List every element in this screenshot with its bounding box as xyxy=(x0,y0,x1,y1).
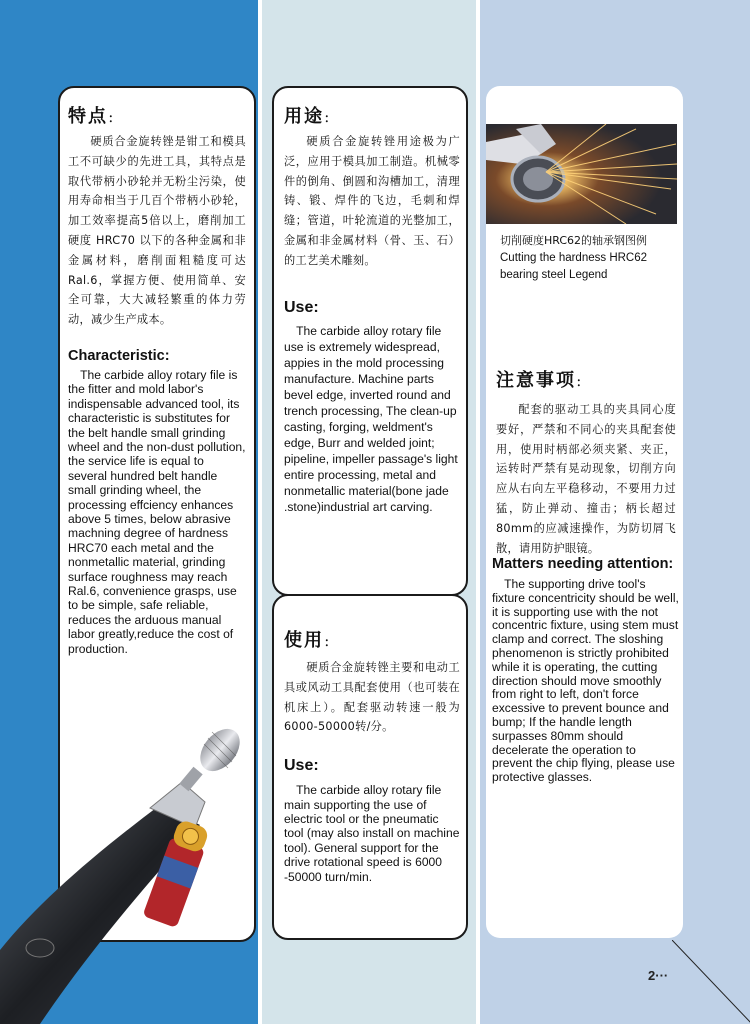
photo-caption-en-line1: Cutting the hardness HRC62 xyxy=(500,251,648,264)
applications-heading-zh: 用途： xyxy=(284,106,339,127)
features-heading-en: Characteristic: xyxy=(68,347,170,364)
features-heading-zh: 特点： xyxy=(68,106,123,127)
precautions-heading-en: Matters needing attention: xyxy=(492,556,674,572)
photo-caption-en-line2: bearing steel Legend xyxy=(500,269,608,281)
photo-caption-zh: 切削硬度HRC62的轴承钢图例 xyxy=(500,234,648,247)
precautions-panel xyxy=(486,86,683,938)
applications-body-en: The carbide alloy rotary file use is extremely widespread, appies in the mold processing manufacture. Machine parts bevel edge, inverted round and trench processing, The clean-up casting, forging, weldment's edge, Burr and welded joint; pipeline, impeller passage's light entire processing, metal and nonmetallic material(bone jade .stone)industrial art carving. xyxy=(284,323,458,514)
sparks-image xyxy=(486,124,677,224)
usage-heading-zh: 使用： xyxy=(284,630,339,651)
usage-body-en: The carbide alloy rotary file main supporting the use of electric tool or the pneumatic tool (may also install on machine tool). General support for the drive rotational speed is 6000 -50000 turn/min. xyxy=(284,783,460,884)
usage-heading-en: Use: xyxy=(284,757,319,775)
rotary-tool-illustration xyxy=(0,720,260,1024)
features-body-zh: 硬质合金旋转锉是钳工和模具工不可缺少的先进工具，其特点是取代带柄小砂轮并无粉尘污染，使用寿命相当于几百个带柄小砂轮，加工效率提高5倍以上，磨削加工硬度 HRC70 以下的各种金属和非金属材料，磨削面粗糙度可达 Ral.6，掌握方便、使用简单、安全可靠，大大减轻繁重的体力劳动，减少生产成本。 xyxy=(68,135,246,327)
usage-body-zh: 硬质合金旋转锉主要和电动工具或风动工具配套使用（也可装在机床上）。配套驱动转速一般为6000-50000转/分。 xyxy=(284,661,460,734)
usage-panel xyxy=(272,594,468,940)
applications-panel xyxy=(272,86,468,596)
corner-decoration xyxy=(672,940,750,1024)
grinding-sparks-photo xyxy=(486,124,677,224)
precautions-body-zh: 配套的驱动工具的夹具同心度要好，严禁和不同心的夹具配套使用，使用时柄部必须夹紧、夹正，运转时严禁有晃动现象，切削方向应从右向左平稳移动，不要用力过猛，防止弹动、撞击；柄长超过 80mm的应减速操作，为防切屑飞散，请用防护眼镜。 xyxy=(496,403,676,555)
applications-heading-en: Use: xyxy=(284,298,319,316)
column-divider xyxy=(476,0,480,1024)
page-number: 2··· xyxy=(648,968,669,983)
features-body-en: The carbide alloy rotary file is the fitter and mold labor's indispensable advanced tool, its characteristic is substitutes for the belt handle small grinding wheel and the non-dust pollution, the service life is equal to several hundred belt handle small grinding wheel, the processing effciency enhances above 5 times, below abrasive machning degree of hardness HRC70 each metal and the nonmetallic material, grinding surface roughness may reach Ral.6, convenience grasps, use to be simple, safe reliable, reduces the arduous manual labor greatly,reduce the cost of production. xyxy=(68,367,246,656)
precautions-heading-zh: 注意事项： xyxy=(496,370,591,391)
precautions-body-en: The supporting drive tool's fixture concentricity should be well, it is supporting use with the not concentric fixture, using stem must clamp and correct. The sloshing phenomenon is strictly prohibited while it is operating, the cutting direction should move smoothly from right to left, don't force excessive to prevent bounce and bump; If the handle length surpasses 80mm should decelerate the operation to prevent the chip flying, please use protective glasses. xyxy=(492,577,679,785)
applications-body-zh: 硬质合金旋转锉用途极为广泛，应用于模具加工制造。机械零件的倒角、倒圆和沟槽加工，清理铸、锻、焊件的飞边，毛刺和焊缝；管道，叶轮流道的光整加工，金属和非金属材料（骨、玉、石）的工艺美术雕刻。 xyxy=(284,135,460,267)
